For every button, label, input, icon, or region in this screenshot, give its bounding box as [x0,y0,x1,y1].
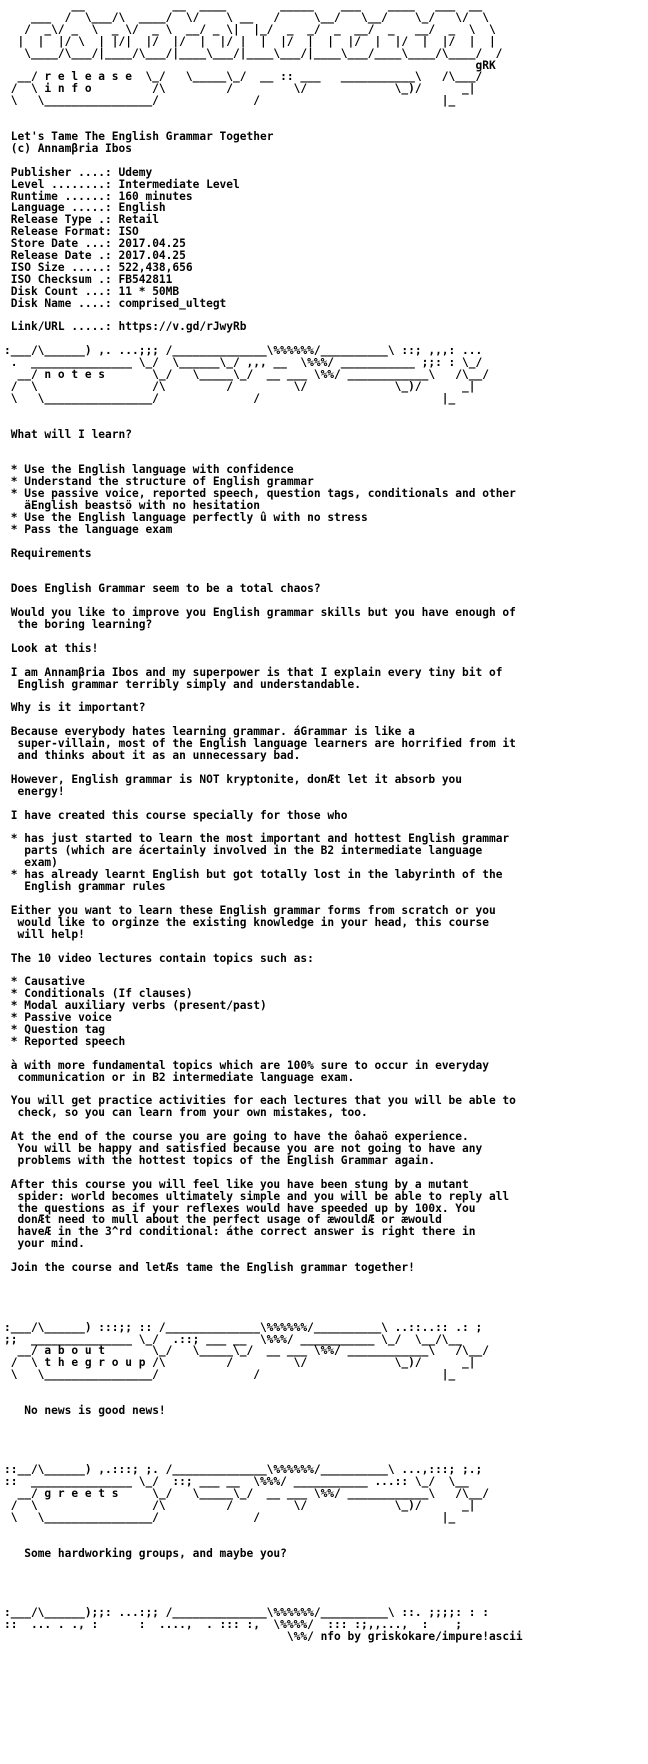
header-line: / \ /\ / \/ \_)/ _| [4,380,476,393]
paragraph: I have created this course specially for those who [10,808,348,822]
paragraph: English grammar terribly simply and understandable. [10,677,361,691]
nfo-credit: \%%/ nfo by griskokare/impure!ascii [4,1630,523,1644]
greets-section [4,1536,648,1607]
list-item: * Reported speech [10,1034,126,1048]
list-item: English grammar rules [10,880,166,894]
logo-line: | | |/ \ | |/| |/ |/ | |/ | | |/ | | |/ | |/ | |/ | | [4,34,496,48]
info-field: Release Type .: Retail [10,213,159,227]
nfo-text [4,0,648,1643]
greets-header [4,1488,648,1524]
list-item: * Pass the language exam [10,522,173,536]
section-divider: :___/\______) ,. ...;;; /______________\%%%%%%/__________\ ::; ,,,: ... . _______________ \_/ \______\_/ ,,, __ \%%%/ ___________ ;;: : \_/ [4,344,489,370]
logo-line: \____/\___/|____/\___/|____\___/|____\___/|____\___/____\____/\____/ / [4,46,503,60]
paragraph: Join the course and letÆs tame the English grammar together! [10,1261,415,1275]
info-field: Language .....: English [10,201,166,215]
notes-section [4,417,648,1322]
list-item: * has already learnt English but got totally lost in the labyrinth of the [10,868,503,882]
paragraph: communication or in B2 intermediate language exam. [10,1070,355,1084]
info-field: Publisher ....: Udemy [10,165,153,179]
header-line: / \ i n f o /\ / \/ \_)/ _| [4,82,476,96]
list-item: * Use passive voice, reported speech, question tags, conditionals and other [10,487,516,501]
paragraph: energy! [10,784,65,798]
paragraph: At the end of the course you are going to have the ôahaö experience. [10,1130,469,1144]
paragraph: Does English Grammar seem to be a total chaos? [10,582,321,596]
info-field: Level ........: Intermediate Level [10,177,240,191]
release-info-section [4,119,648,345]
header-line: \ \________________/ / |_ [4,1368,456,1382]
info-field: Disk Name ....: comprised_ultegt [10,296,227,310]
info-field: Disk Count ...: 11 * 50MB [10,284,180,298]
info-field: Runtime ......: 160 minutes [10,189,193,203]
paragraph: the questions as if your reflexes would have speeded up by 100x. You [10,1201,476,1215]
greets-text: Some hardworking groups, and maybe you? [24,1546,287,1560]
info-field: ISO Size .....: 522,438,656 [10,260,193,274]
notes-header [4,369,648,405]
header-line: / \ /\ / \/ \_)/ _| [4,1499,476,1513]
logo-tag: gRK [4,58,496,72]
paragraph: would like to orginze the existing knowledge in your head, this course [10,915,489,929]
paragraph: super-villain, most of the English language learners are horrified from it [10,737,516,751]
paragraph: After this course you will feel like you have been stung by a mutant [10,1177,469,1191]
notes-heading: What will I learn? [10,427,132,441]
section-divider: :___/\______) :::;; :: /______________\%%%%%%/__________\ ..::..:: .: ; ;; _______________ \_/ .::; ___ __ \%%%/ ___________ \_/ \__/\__ [4,1320,483,1346]
list-item: * Question tag [10,1022,106,1036]
logo-line: ___ / \___/\ ____/ \/ \ __ / \__/ \__/ \_/ \/ \ [4,10,489,24]
paragraph: Look at this! [10,641,99,655]
paragraph: You will get practice activities for each lectures that you will be able to [10,1094,516,1108]
paragraph: The 10 video lectures contain topics such as: [10,951,314,965]
release-info-header [4,71,648,107]
info-field: Store Date ...: 2017.04.25 [10,237,186,251]
about-section [4,1393,648,1464]
header-line: \ \________________/ / |_ [4,1511,456,1525]
list-item: exam) [10,856,58,870]
paragraph: and thinks about it as an unnecessary bad. [10,749,301,763]
release-credit: (c) Annamβria Ibos [10,141,132,155]
paragraph: the boring learning? [10,618,153,632]
paragraph: Because everybody hates learning grammar. áGrammar is like a [10,725,415,739]
list-item: * Conditionals (If clauses) [10,987,193,1001]
paragraph: your mind. [10,1237,85,1251]
paragraph: You will be happy and satisfied because you are not going to have any [10,1142,483,1155]
list-item: parts (which are ácertainly involved in the B2 intermediate language [10,844,483,858]
paragraph: I am Annamβria Ibos and my superpower is that I explain every tiny bit of [10,665,503,679]
list-item: * Use the English language with confidence [10,463,294,477]
paragraph: spider: world becomes ultimately simple and you will be able to reply all [10,1189,510,1203]
paragraph: donÆt need to mull about the perfect usage of æwouldÆ or æwould [10,1213,442,1227]
footer-art: :___/\______);;: ...:;; /______________\%%%%%%/__________\ ::. ;;;;: : : :: ... . ., : : ...., . ::: :, \%%%%/ ::: :;,,..., : ; \%%/ nfo by griskokare/impure!ascii [4,1606,523,1644]
paragraph: haveÆ in the 3^rd conditional: áthe correct answer is right there in [10,1225,476,1239]
paragraph: However, English grammar is NOT kryptonite, donÆt let it absorb you [10,772,463,786]
paragraph: check, so you can learn from your own mistakes, too. [10,1106,368,1120]
list-item: äEnglish beastsö with no hesitation [10,499,260,513]
paragraph: Would you like to improve you English grammar skills but you have enough of [10,606,516,620]
header-line: __/ r e l e a s e \_/ \_____\_/ __ :: ___ ___________\ /\___/ [4,70,483,84]
info-field: ISO Checksum .: FB542811 [10,272,173,286]
info-field: Release Format: ISO [10,225,139,239]
about-text: No news is good news! [24,1403,166,1417]
list-item: * has just started to learn the most important and hottest English grammar [10,832,510,846]
paragraph: Either you want to learn these English grammar forms from scratch or you [10,903,496,917]
list-item: * Causative [10,975,85,989]
list-item: * Passive voice [10,1011,112,1025]
notes-heading: Requirements [10,546,92,560]
link-url: Link/URL .....: https://v.gd/rJwyRb [10,320,247,334]
header-line: \ \________________/ / |_ [4,391,456,405]
logo-line: __ __ ____ _____ ___ ____ ___ __ [4,0,483,12]
paragraph: problems with the hottest topics of the English Grammar again. [10,1153,436,1167]
paragraph: à with more fundamental topics which are 100% sure to occur in everyday [10,1058,489,1072]
list-item: * Use the English language perfectly û with no stress [10,510,368,524]
logo-line: / _\/ _ \ _ \/ _ \ __/ _ \| |_/ _ _/ _ __/ _ __/ _ \ \ [4,22,496,36]
header-line: __/ g r e e t s \_/ \_____\_/ __ ___ \%%/ ____________\ /\__/ [4,1487,489,1501]
list-item: * Understand the structure of English grammar [10,475,314,489]
header-line: / \ t h e g r o u p /\ / \/ \_)/ _| [4,1356,476,1370]
paragraph: Why is it important? [10,701,146,715]
info-field: Release Date .: 2017.04.25 [10,249,186,263]
header-line: \ \________________/ / |_ [4,94,456,108]
header-line: __/ a b o u t \_/ \_____\_/ __ ___ \%%/ ____________\ /\__/ [4,1344,489,1358]
group-logo [4,0,648,71]
paragraph: will help! [10,927,85,941]
about-header [4,1345,648,1381]
list-item: * Modal auxiliary verbs (present/past) [10,999,267,1013]
release-title: Let's Tame The English Grammar Together [10,129,274,143]
section-divider: ::__/\______) ,.:::; ;. /______________\%%%%%%/__________\ ...,:::; ;.; :: _______________ \_/ ::; ___ __ \%%%/ ___________ ...:: \_/ \__ [4,1463,483,1489]
header-line: __/ n o t e s \_/ \_____\_/ __ ___ \%%/ ____________\ /\__/ [4,368,489,382]
